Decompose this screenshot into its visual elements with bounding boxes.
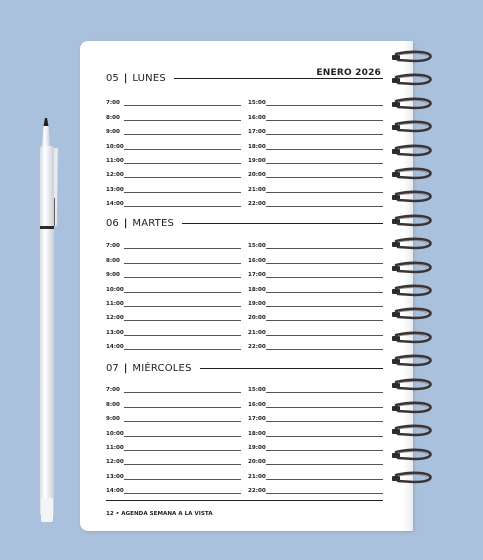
hour-label: 21:00 — [248, 473, 266, 480]
hour-label: 13:00 — [106, 186, 124, 193]
hour-row[interactable] — [106, 122, 241, 136]
hour-label: 12:00 — [106, 315, 124, 322]
bottom-rule — [106, 500, 383, 501]
day-name: LUNES — [132, 72, 166, 84]
writing-line — [124, 292, 241, 293]
hour-row[interactable] — [248, 107, 383, 121]
day-separator: | — [123, 217, 128, 229]
writing-line — [124, 105, 241, 106]
day-number: 05 — [106, 72, 119, 84]
writing-line — [266, 493, 383, 494]
hour-label: 20:00 — [248, 315, 266, 322]
writing-line — [266, 120, 383, 121]
writing-line — [124, 479, 241, 480]
day-number: 07 — [106, 362, 119, 374]
hour-row[interactable] — [248, 236, 383, 250]
writing-line — [124, 320, 241, 321]
hour-label: 11:00 — [106, 444, 124, 451]
writing-line — [124, 177, 241, 178]
page-footer: 12 • AGENDA SEMANA A LA VISTA — [106, 511, 213, 517]
hour-row[interactable] — [106, 265, 241, 279]
hour-label: 14:00 — [106, 488, 124, 495]
hour-row[interactable] — [106, 322, 241, 336]
writing-line — [124, 493, 241, 494]
writing-line — [124, 149, 241, 150]
hour-row[interactable] — [248, 194, 383, 208]
hour-row[interactable] — [248, 136, 383, 150]
hour-row[interactable] — [106, 394, 241, 408]
writing-line — [266, 320, 383, 321]
hour-row[interactable] — [248, 308, 383, 322]
spiral-ring — [390, 448, 434, 462]
hour-row[interactable] — [106, 194, 241, 208]
hour-label: 8:00 — [106, 401, 120, 408]
hour-row[interactable] — [106, 423, 241, 437]
spiral-ring — [390, 214, 434, 228]
hour-row[interactable] — [248, 179, 383, 193]
day-separator: | — [123, 72, 128, 84]
hour-label: 15:00 — [248, 243, 266, 250]
hour-row[interactable] — [106, 279, 241, 293]
day-header-rule — [174, 78, 383, 79]
hour-label: 7:00 — [106, 243, 120, 250]
hour-row[interactable] — [248, 481, 383, 495]
writing-line — [124, 248, 241, 249]
writing-line — [266, 292, 383, 293]
day-header — [106, 216, 383, 230]
hour-row[interactable] — [248, 423, 383, 437]
hour-label: 19:00 — [248, 157, 266, 164]
hour-row[interactable] — [248, 265, 383, 279]
hour-label: 13:00 — [106, 473, 124, 480]
spiral-ring — [390, 424, 434, 438]
hour-row[interactable] — [106, 481, 241, 495]
hour-label: 8:00 — [106, 114, 120, 121]
writing-line — [124, 392, 241, 393]
hour-row[interactable] — [248, 93, 383, 107]
hour-label: 19:00 — [248, 300, 266, 307]
writing-line — [266, 177, 383, 178]
spiral-ring — [390, 331, 434, 345]
hour-row[interactable] — [106, 236, 241, 250]
spiral-ring — [390, 354, 434, 368]
hour-label: 7:00 — [106, 387, 120, 394]
hour-row[interactable] — [106, 409, 241, 423]
hour-row[interactable] — [248, 122, 383, 136]
hour-label: 11:00 — [106, 300, 124, 307]
hour-label: 15:00 — [248, 387, 266, 394]
spiral-ring — [390, 237, 434, 251]
hour-label: 17:00 — [248, 416, 266, 423]
hour-label: 18:00 — [248, 143, 266, 150]
spiral-ring — [390, 144, 434, 158]
writing-line — [266, 392, 383, 393]
spiral-ring — [390, 97, 434, 111]
hour-column-right — [248, 93, 383, 208]
hour-column-right — [248, 236, 383, 351]
hour-label: 10:00 — [106, 143, 124, 150]
writing-line — [266, 149, 383, 150]
day-number: 06 — [106, 217, 119, 229]
writing-line — [124, 163, 241, 164]
writing-line — [266, 436, 383, 437]
writing-line — [266, 163, 383, 164]
writing-line — [124, 407, 241, 408]
writing-line — [266, 206, 383, 207]
writing-line — [124, 335, 241, 336]
month-label: ENERO 2026 — [316, 68, 381, 78]
hour-label: 14:00 — [106, 201, 124, 208]
spiral-ring — [390, 307, 434, 321]
writing-line — [266, 134, 383, 135]
hour-label: 12:00 — [106, 172, 124, 179]
spiral-ring — [390, 50, 434, 64]
hour-row[interactable] — [106, 438, 241, 452]
hour-row[interactable] — [248, 380, 383, 394]
hour-label: 7:00 — [106, 100, 120, 107]
writing-line — [124, 277, 241, 278]
hour-label: 16:00 — [248, 401, 266, 408]
hour-row[interactable] — [248, 452, 383, 466]
hour-row[interactable] — [248, 151, 383, 165]
pen-icon — [34, 118, 62, 528]
hour-label: 12:00 — [106, 459, 124, 466]
hour-row[interactable] — [106, 250, 241, 264]
writing-line — [266, 263, 383, 264]
spiral-ring — [390, 471, 434, 485]
writing-line — [124, 421, 241, 422]
writing-line — [124, 134, 241, 135]
hour-label: 9:00 — [106, 272, 120, 279]
day-name: MIÉRCOLES — [132, 362, 192, 374]
writing-line — [266, 306, 383, 307]
hour-row[interactable] — [106, 151, 241, 165]
writing-line — [124, 349, 241, 350]
hour-row[interactable] — [248, 394, 383, 408]
hour-column-right — [248, 380, 383, 495]
spiral-ring — [390, 284, 434, 298]
spiral-ring — [390, 190, 434, 204]
writing-line — [124, 464, 241, 465]
writing-line — [124, 436, 241, 437]
hour-column-left — [106, 380, 241, 495]
hour-row[interactable] — [248, 438, 383, 452]
hour-label: 15:00 — [248, 100, 266, 107]
hour-label: 16:00 — [248, 257, 266, 264]
hour-label: 21:00 — [248, 186, 266, 193]
day-name: MARTES — [132, 217, 175, 229]
day-header — [106, 361, 383, 375]
day-header — [106, 71, 383, 85]
writing-line — [266, 349, 383, 350]
hour-column-left — [106, 236, 241, 351]
hour-row[interactable] — [106, 93, 241, 107]
writing-line — [124, 206, 241, 207]
hour-label: 19:00 — [248, 444, 266, 451]
hour-row[interactable] — [248, 165, 383, 179]
writing-line — [266, 192, 383, 193]
hour-label: 13:00 — [106, 329, 124, 336]
hour-label: 16:00 — [248, 114, 266, 121]
hour-label: 11:00 — [106, 157, 124, 164]
writing-line — [266, 464, 383, 465]
hour-label: 10:00 — [106, 430, 124, 437]
day-separator: | — [123, 362, 128, 374]
hour-label: 20:00 — [248, 459, 266, 466]
hour-label: 22:00 — [248, 344, 266, 351]
writing-line — [266, 335, 383, 336]
hour-column-left — [106, 93, 241, 208]
hour-label: 14:00 — [106, 344, 124, 351]
writing-line — [266, 450, 383, 451]
spiral-ring — [390, 73, 434, 87]
hour-row[interactable] — [248, 322, 383, 336]
hour-row[interactable] — [106, 179, 241, 193]
spiral-ring — [390, 261, 434, 275]
hour-label: 20:00 — [248, 172, 266, 179]
writing-line — [266, 105, 383, 106]
writing-line — [266, 479, 383, 480]
day-header-rule — [200, 368, 383, 369]
writing-line — [124, 120, 241, 121]
hour-label: 22:00 — [248, 201, 266, 208]
hour-row[interactable] — [248, 466, 383, 480]
hour-label: 10:00 — [106, 286, 124, 293]
spiral-ring — [390, 167, 434, 181]
hour-row[interactable] — [248, 294, 383, 308]
hour-label: 18:00 — [248, 430, 266, 437]
hour-label: 8:00 — [106, 257, 120, 264]
hour-row[interactable] — [248, 250, 383, 264]
hour-row[interactable] — [106, 107, 241, 121]
hour-row[interactable] — [106, 466, 241, 480]
spiral-binding-icon — [390, 50, 434, 520]
writing-line — [266, 407, 383, 408]
hour-row[interactable] — [106, 380, 241, 394]
writing-line — [266, 248, 383, 249]
hour-label: 17:00 — [248, 129, 266, 136]
planner-page — [80, 41, 413, 531]
hour-row[interactable] — [106, 136, 241, 150]
hour-row[interactable] — [106, 308, 241, 322]
spiral-ring — [390, 378, 434, 392]
spiral-ring — [390, 401, 434, 415]
writing-line — [266, 277, 383, 278]
hour-label: 9:00 — [106, 129, 120, 136]
hour-row[interactable] — [106, 294, 241, 308]
writing-line — [124, 263, 241, 264]
hour-label: 9:00 — [106, 416, 120, 423]
hour-label: 22:00 — [248, 488, 266, 495]
hour-label: 17:00 — [248, 272, 266, 279]
writing-line — [266, 421, 383, 422]
hour-row[interactable] — [106, 337, 241, 351]
hour-row[interactable] — [106, 165, 241, 179]
writing-line — [124, 450, 241, 451]
hour-row[interactable] — [248, 409, 383, 423]
day-header-rule — [182, 223, 383, 224]
hour-label: 18:00 — [248, 286, 266, 293]
writing-line — [124, 306, 241, 307]
writing-line — [124, 192, 241, 193]
hour-row[interactable] — [248, 337, 383, 351]
spiral-ring — [390, 120, 434, 134]
hour-label: 21:00 — [248, 329, 266, 336]
hour-row[interactable] — [248, 279, 383, 293]
hour-row[interactable] — [106, 452, 241, 466]
